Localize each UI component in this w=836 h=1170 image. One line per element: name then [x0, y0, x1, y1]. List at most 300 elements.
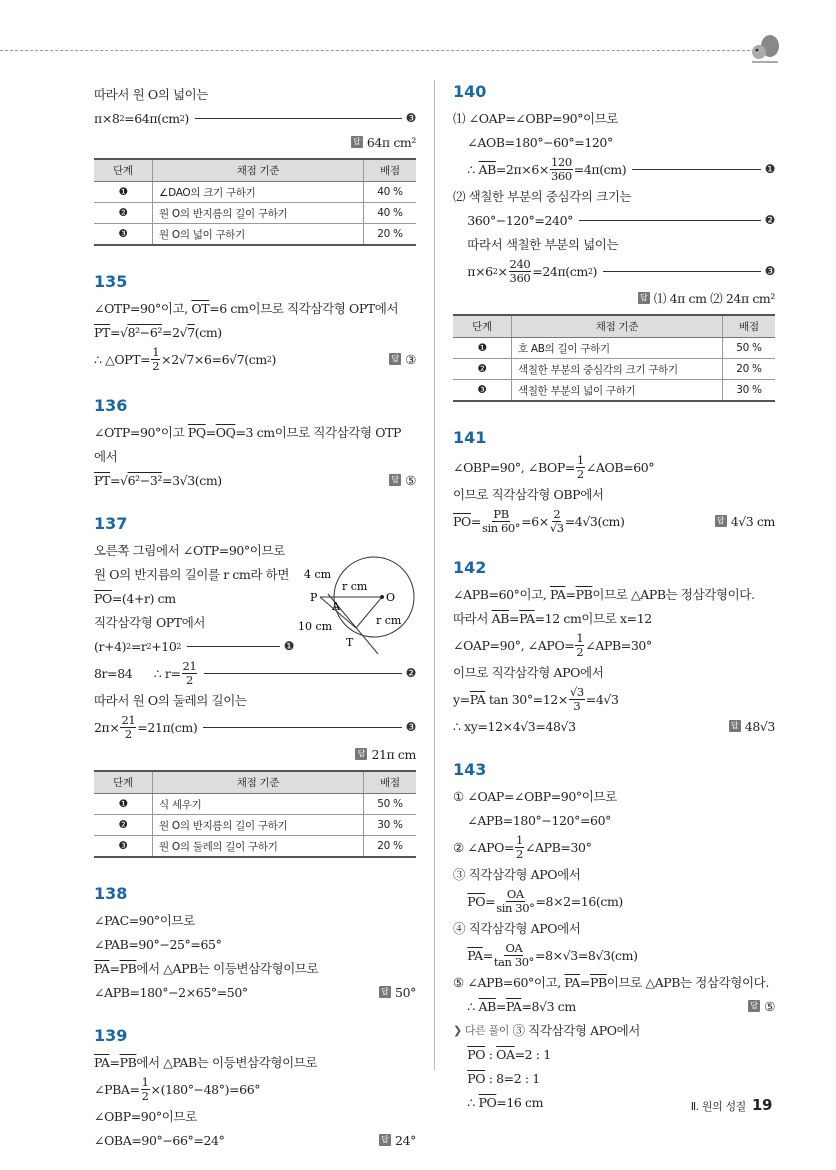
math-text: 직각삼각형 OPT에서	[94, 615, 206, 630]
criteria-cell: 호 AB의 길이 구하기	[512, 338, 723, 359]
math-text: ×	[497, 263, 508, 279]
overline-segment: $\overline{PO}$	[478, 1094, 497, 1110]
score-cell: 40 %	[364, 203, 417, 224]
numerator: 2	[553, 506, 561, 521]
answer-text: 64π cm²	[366, 134, 416, 150]
answer-text: 4√3 cm	[730, 513, 775, 529]
answer-text: ⑤	[405, 472, 416, 488]
fraction	[575, 632, 584, 659]
problem-138	[94, 884, 416, 1004]
solution-line	[94, 1104, 416, 1128]
score-cell: 30 %	[364, 815, 417, 836]
math-text: ×2√7×6=6√7(cm	[161, 351, 267, 367]
solution-line	[94, 444, 416, 468]
solution-line	[453, 808, 775, 832]
math-text: =	[509, 610, 520, 626]
solution-line	[453, 970, 775, 994]
answer-text: ⑴ 4π cm ⑵ 24π cm²	[653, 291, 775, 306]
math-text: ∠OTP=90°이고	[94, 425, 188, 440]
final-answer	[94, 130, 416, 154]
superscript: 2	[126, 641, 131, 651]
math-text: =4π(cm)	[573, 161, 627, 177]
solution-line	[94, 320, 416, 344]
answer-icon: 답	[379, 986, 391, 998]
math-text: +10	[151, 638, 177, 654]
table-header: 배점	[364, 159, 417, 182]
table-row	[94, 815, 416, 836]
overline-segment: $\overline{PB}$	[119, 1054, 137, 1070]
math-text: 에서 △APB는 이등변삼각형이므로	[136, 961, 319, 976]
leader-line	[603, 271, 761, 272]
denominator: √3	[549, 520, 564, 535]
math-text: =3 cm이므로 직각삼각형 OTP	[235, 425, 402, 440]
math-text: ④ 직각삼각형 APO에서	[453, 921, 581, 936]
score-cell: 20 %	[364, 224, 417, 246]
denominator: tan 30°	[493, 954, 534, 969]
solution-line	[94, 344, 416, 374]
superscript: 2	[266, 354, 272, 364]
solution-line	[453, 232, 775, 256]
solution-line	[94, 1074, 416, 1104]
score-cell: 20 %	[364, 836, 417, 858]
overline-segment: $\overline{PO}$	[453, 513, 471, 529]
overline-segment: $\overline{PA}$	[467, 947, 483, 963]
superscript: 2	[176, 641, 182, 651]
math-text: ∠PAB=90°−25°=65°	[94, 936, 222, 952]
scoring-table	[94, 158, 416, 246]
math-text: ⑤ ∠APB=60°이고,	[453, 975, 565, 990]
overline-segment: $\overline{PA}$	[550, 586, 566, 602]
step-cell: ❷	[94, 203, 153, 224]
solution-line	[453, 208, 775, 232]
solution-line	[453, 184, 775, 208]
step-marker: ❸	[405, 111, 416, 125]
fraction	[509, 258, 532, 285]
overline-segment: $\overline{PB}$	[575, 586, 593, 602]
math-text: 이므로 △APB는 정삼각형이다.	[606, 975, 769, 990]
math-text: π×8	[94, 110, 120, 126]
numerator: 240	[509, 256, 531, 271]
squirrel-mascot-icon	[748, 32, 782, 66]
overline-segment: $\overline{PO}$	[467, 1070, 486, 1086]
table-row	[94, 836, 416, 858]
table-header: 채점 기준	[153, 159, 364, 182]
math-text: ∠OBP=90°, ∠BOP=	[453, 459, 575, 475]
overline-segment: $\overline{PO}$	[94, 590, 112, 606]
answer-icon: 답	[715, 515, 727, 527]
solution-line	[453, 886, 775, 916]
solution-line	[453, 130, 775, 154]
table-header-row	[94, 771, 416, 794]
math-text: =	[579, 974, 590, 990]
math-text: ⑵ 색칠한 부분의 중심각의 크기는	[453, 189, 632, 204]
math-text	[453, 1047, 467, 1062]
math-text: ∠OBA=90°−66°=24°	[94, 1132, 225, 1148]
leader-line	[204, 673, 401, 674]
math-text: =6×	[521, 513, 549, 529]
numerator: 1	[152, 344, 160, 359]
numerator: 21	[182, 658, 197, 673]
overline-segment: $\overline{PO}$	[467, 893, 486, 909]
math-text: )	[592, 263, 597, 279]
overline-segment: $\overline{AB}$	[491, 610, 510, 626]
problem-number: 140	[453, 82, 487, 101]
problem-137	[94, 514, 416, 862]
table-header: 단계	[453, 315, 512, 338]
fraction	[141, 1076, 150, 1103]
leader-line	[195, 118, 402, 119]
overline-segment: 6²−3²	[127, 472, 162, 488]
solution-line	[453, 684, 775, 714]
math-text: ∠APB=180°−2×65°=50°	[94, 984, 248, 1000]
math-text	[453, 894, 467, 909]
problem-number: 138	[94, 884, 128, 903]
problem-number: 141	[453, 428, 487, 447]
overline-segment: $\overline{PT}$	[94, 472, 110, 488]
fraction	[550, 508, 564, 535]
numerator: 120	[551, 154, 572, 169]
criteria-cell: 원 O의 둘레의 길이 구하기	[153, 836, 364, 858]
answer-icon: 답	[389, 353, 401, 365]
fraction	[496, 888, 534, 915]
overline-segment: $\overline{PA}$	[94, 1054, 110, 1070]
math-text: =	[485, 893, 496, 909]
score-cell: 20 %	[723, 359, 776, 380]
math-text: ∠PAC=90°이므로	[94, 913, 195, 928]
denominator: 2	[152, 358, 160, 373]
table-header: 단계	[94, 159, 153, 182]
answer-icon: 답	[351, 136, 363, 148]
overline-segment: $\overline{OT}$	[191, 300, 210, 316]
denominator: 360	[551, 168, 572, 183]
math-text: =√	[109, 324, 128, 340]
problem-135	[94, 272, 416, 374]
table-header: 단계	[94, 771, 153, 794]
math-text: :	[485, 1046, 497, 1062]
problem-number: 139	[94, 1026, 128, 1045]
step-cell: ❷	[453, 359, 512, 380]
leader-line	[203, 727, 401, 728]
math-text: 2π×	[94, 719, 120, 735]
score-cell: 50 %	[364, 794, 417, 815]
overline-segment: $\overline{OQ}$	[215, 424, 236, 440]
problem-number: 135	[94, 272, 128, 291]
math-text: =2 : 1	[514, 1046, 551, 1062]
math-text: ∠OAP=90°, ∠APO=	[453, 637, 575, 653]
page-footer	[691, 1096, 772, 1114]
math-text: ∠OBP=90°이므로	[94, 1109, 197, 1124]
solution-line	[94, 688, 416, 712]
solution-line	[94, 296, 416, 320]
scoring-table	[94, 770, 416, 858]
solution-line	[453, 1066, 775, 1090]
solution-line	[453, 1018, 775, 1042]
math-text: =	[205, 424, 216, 440]
numerator: 21	[121, 712, 136, 727]
math-text: =	[109, 960, 120, 976]
answer-icon: 답	[379, 1134, 391, 1146]
table-row	[94, 182, 416, 203]
table-row	[94, 794, 416, 815]
step-marker: ❶	[764, 162, 775, 176]
section-title: Ⅱ. 원의 성질	[690, 1100, 746, 1113]
problem-140	[453, 82, 775, 406]
solution-line	[453, 832, 775, 862]
math-text: =	[565, 586, 576, 602]
solution-line	[453, 994, 775, 1018]
solution-line	[94, 1128, 416, 1152]
math-text: 따라서 원 O의 둘레의 길이는	[94, 693, 247, 708]
step-marker: ❷	[405, 666, 416, 680]
denominator: 360	[509, 270, 531, 285]
math-text: ∠APB=180°−120°=60°	[453, 812, 611, 828]
solution-line	[453, 482, 775, 506]
answer-text: 48√3	[744, 718, 775, 734]
math-text: ∠APB=60°이고,	[453, 587, 551, 602]
math-text: =8×2=16(cm)	[535, 893, 623, 909]
numerator: √3	[569, 684, 584, 699]
math-text: =r	[130, 638, 147, 654]
solution-line	[94, 712, 416, 742]
denominator: 2	[516, 846, 523, 861]
problem-number: 137	[94, 514, 128, 533]
overline-segment: $\overline{PB}$	[119, 960, 137, 976]
overline-segment: $\overline{PA}$	[519, 610, 535, 626]
page-number: 19	[751, 1096, 772, 1114]
answer-text: ⑤	[764, 998, 775, 1014]
table-header: 배점	[723, 315, 776, 338]
denominator: 2	[141, 1088, 149, 1103]
math-text: 8r=84 ∴ r=	[94, 665, 181, 681]
math-text: ② ∠APO=	[453, 839, 515, 855]
table-row	[94, 224, 416, 246]
math-text: =√	[109, 472, 128, 488]
math-text: ③ 직각삼각형 APO에서	[508, 1023, 640, 1038]
math-text: =8×√3=8√3(cm)	[535, 947, 638, 963]
solution-line	[94, 586, 294, 610]
answer-text: 50°	[395, 984, 416, 1000]
math-text: =21π(cm)	[137, 719, 198, 735]
math-text	[453, 948, 467, 963]
math-text: ∴ xy=12×4√3=48√3	[453, 718, 576, 734]
overline-segment: $\overline{OA}$	[496, 1046, 515, 1062]
problem-134-continued	[94, 82, 416, 250]
step-cell: ❸	[453, 380, 512, 402]
math-text: ∴	[453, 998, 479, 1014]
math-text: 따라서	[453, 611, 492, 626]
math-text: π×6	[453, 263, 493, 279]
right-column	[453, 82, 775, 1114]
math-text: 이므로 △APB는 정삼각형이다.	[592, 587, 755, 602]
math-text: ① ∠OAP=∠OBP=90°이므로	[453, 789, 617, 804]
answer-icon: 답	[729, 720, 741, 732]
score-cell: 40 %	[364, 182, 417, 203]
answer-icon: 답	[748, 1000, 760, 1012]
numerator: 1	[516, 832, 523, 847]
solution-line	[94, 610, 294, 634]
tangent-circle-diagram	[298, 554, 416, 654]
problem-number: 142	[453, 558, 487, 577]
fraction	[550, 156, 573, 183]
table-header: 배점	[364, 771, 417, 794]
label-r-cm-2: r cm	[376, 614, 402, 627]
math-text: : 8=2 : 1	[485, 1070, 540, 1086]
final-answer	[94, 742, 416, 766]
fraction	[182, 660, 198, 687]
denominator: sin 60°	[481, 520, 521, 535]
solution-line	[453, 506, 775, 536]
label-A: A	[332, 600, 340, 613]
problem-143	[453, 760, 775, 1114]
denominator: sin 30°	[496, 900, 535, 915]
numerator: 1	[141, 1074, 149, 1089]
left-column	[94, 82, 416, 1152]
math-text: ∠APB=30°	[585, 637, 652, 653]
superscript: 2	[179, 113, 185, 123]
criteria-cell: 색칠한 부분의 중심각의 크기 구하기	[512, 359, 723, 380]
solution-line	[94, 106, 416, 130]
solution-line	[453, 1042, 775, 1066]
fraction	[494, 942, 534, 969]
fraction	[576, 454, 585, 481]
math-text: =	[470, 513, 481, 529]
solution-line	[453, 660, 775, 684]
math-text: ∴	[453, 161, 479, 177]
step-marker: ❷	[764, 213, 775, 227]
solution-line	[94, 562, 294, 586]
math-text: ∠APB=30°	[524, 839, 592, 855]
solution-line	[453, 630, 775, 660]
solution-line	[94, 82, 416, 106]
fraction	[569, 686, 585, 713]
criteria-cell: 원 O의 반지름의 길이 구하기	[153, 203, 364, 224]
denominator: 3	[573, 698, 581, 713]
leader-line	[579, 220, 761, 221]
problem-number: 136	[94, 396, 128, 415]
denominator: 2	[576, 466, 584, 481]
solution-line	[94, 980, 416, 1004]
math-text: =6 cm이므로 직각삼각형 OPT에서	[209, 301, 399, 316]
math-text: ∴ △OPT=	[94, 351, 151, 367]
alt-solution-label: ❯ 다른 풀이	[453, 1024, 509, 1037]
overline-segment: $\overline{PT}$	[94, 324, 110, 340]
math-text: ×(180°−48°)=66°	[150, 1081, 261, 1097]
overline-segment: $\overline{AB}$	[478, 998, 496, 1014]
math-text: =3√3(cm)	[162, 472, 222, 488]
math-text: ∠AOB=180°−60°=120°	[453, 134, 613, 150]
step-cell: ❷	[94, 815, 153, 836]
numerator: 1	[576, 452, 584, 467]
solution-line	[94, 658, 416, 688]
problem-number: 143	[453, 760, 487, 779]
solution-line	[94, 634, 294, 658]
math-text: =	[482, 947, 493, 963]
denominator: 2	[124, 726, 132, 741]
math-text: 에서	[94, 449, 118, 464]
solution-line	[453, 154, 775, 184]
solution-line	[94, 538, 294, 562]
math-text: =	[495, 998, 506, 1014]
table-row	[453, 380, 775, 402]
step-marker: ❸	[764, 264, 775, 278]
leader-line	[187, 646, 280, 647]
fraction	[482, 508, 520, 535]
solution-line	[453, 940, 775, 970]
math-text: y=	[453, 691, 470, 707]
math-text: 원 O의 반지름의 길이를 r cm라 하면	[94, 567, 290, 582]
solution-line	[453, 784, 775, 808]
header-dashed-line	[0, 50, 750, 51]
math-text: tan 30°=12×	[485, 691, 568, 707]
solution-line	[94, 468, 416, 492]
solution-line	[94, 956, 416, 980]
step-cell: ❶	[94, 794, 153, 815]
overline-segment: $\overline{PB}$	[589, 974, 607, 990]
math-text: =	[109, 1054, 120, 1070]
label-r-cm: r cm	[342, 580, 368, 593]
step-cell: ❶	[94, 182, 153, 203]
table-header-row	[453, 315, 775, 338]
criteria-cell: 식 세우기	[153, 794, 364, 815]
math-text: =12 cm이므로 x=12	[534, 611, 652, 626]
label-P: P	[310, 591, 318, 604]
math-text: ③ 직각삼각형 APO에서	[453, 867, 581, 882]
math-text: 이므로 직각삼각형 OBP에서	[453, 487, 604, 502]
solution-line	[453, 862, 775, 886]
solution-line	[453, 452, 775, 482]
problem-136	[94, 396, 416, 492]
answer-text: 21π cm	[371, 746, 416, 762]
solution-line	[453, 582, 775, 606]
overline-segment: 8²−6²	[127, 324, 162, 340]
solution-line	[453, 606, 775, 630]
math-text: ⑴ ∠OAP=∠OBP=90°이므로	[453, 111, 619, 126]
numerator: OA	[505, 940, 523, 955]
numerator: 1	[576, 630, 584, 645]
solution-line	[94, 932, 416, 956]
label-T: T	[346, 636, 354, 649]
superscript: 2	[146, 641, 152, 651]
superscript: 2	[492, 266, 498, 276]
math-text: ∴	[453, 1094, 479, 1110]
math-text: 360°−120°=240°	[453, 212, 573, 228]
numerator: PB	[493, 506, 509, 521]
math-text: =2√	[162, 324, 188, 340]
math-text: =16 cm	[496, 1094, 544, 1110]
fraction	[151, 346, 160, 373]
problem-139	[94, 1026, 416, 1152]
score-cell: 30 %	[723, 380, 776, 402]
math-text: =4√3	[585, 691, 619, 707]
problem-142	[453, 558, 775, 738]
math-text: 에서 △PAB는 이등변삼각형이므로	[136, 1055, 318, 1070]
table-header-row	[94, 159, 416, 182]
fraction	[120, 714, 136, 741]
column-divider	[434, 80, 435, 1070]
table-row	[94, 203, 416, 224]
denominator: 2	[185, 672, 193, 687]
superscript: 2	[119, 113, 125, 123]
math-text: =4√3(cm)	[564, 513, 625, 529]
step-marker: ❶	[283, 639, 294, 653]
math-text: ∠OTP=90°이고,	[94, 301, 192, 316]
overline-segment: 7	[187, 324, 195, 340]
math-text: 따라서 색칠한 부분의 넓이는	[453, 237, 619, 252]
math-text: =64π(cm	[124, 110, 180, 126]
label-O: O	[386, 591, 396, 604]
score-cell: 50 %	[723, 338, 776, 359]
answer-text: ③	[405, 351, 416, 367]
